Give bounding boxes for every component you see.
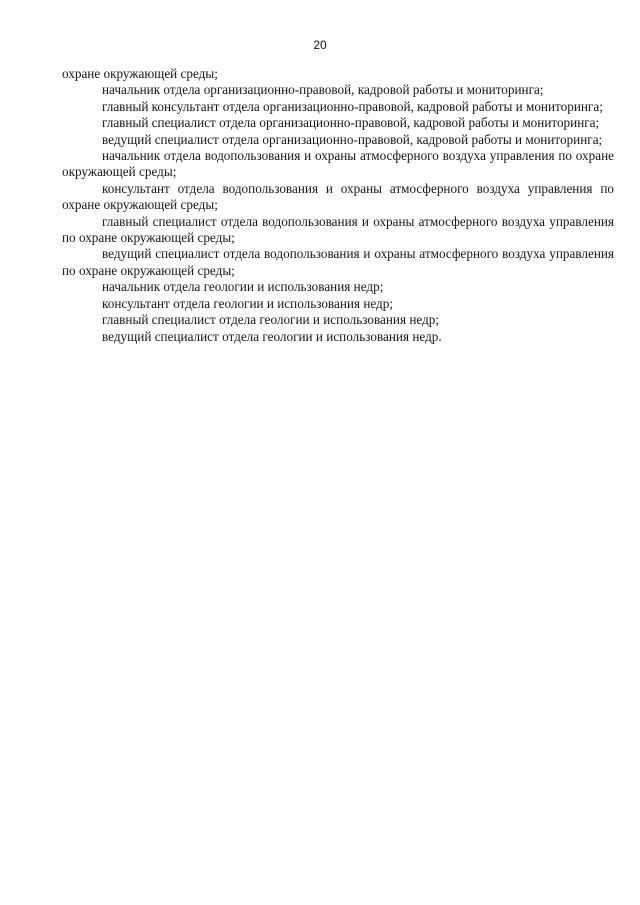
paragraph-position: консультант отдела водопользования и охраны атмосферного воздуха управления по охране окружающей среды; <box>62 180 614 213</box>
paragraph-position: ведущий специалист отдела водопользования и охраны атмосферного воздуха управления по охране окружающей среды; <box>62 246 614 278</box>
paragraph-position: консультант отдела геологии и использования недр; <box>102 295 394 311</box>
page-number: 20 <box>313 38 327 52</box>
paragraph-position: начальник отдела организационно-правовой, кадровой работы и мониторинга; <box>102 82 544 98</box>
paragraph-position: начальник отдела геологии и использования недр; <box>102 279 384 295</box>
paragraph-position: главный специалист отдела водопользования и охраны атмосферного воздуха управления по охране окружающей среды; <box>62 213 614 246</box>
paragraph-continuation: охране окружающей среды; <box>62 66 218 81</box>
paragraph-position: ведущий специалист отдела организационно-правовой, кадровой работы и мониторинга; <box>102 131 603 147</box>
paragraph-position: главный консультант отдела организационно-правовой, кадровой работы и мониторинга; <box>102 98 603 114</box>
paragraph-position: ведущий специалист отдела геологии и использования недр. <box>102 328 442 344</box>
paragraph-position: начальник отдела водопользования и охраны атмосферного воздуха управления по охране окружающей среды; <box>62 148 614 180</box>
paragraph-position: главный специалист отдела организационно-правовой, кадровой работы и мониторинга; <box>102 115 600 131</box>
document-body <box>62 66 614 345</box>
paragraph-position: главный специалист отдела геологии и использования недр; <box>102 312 440 328</box>
